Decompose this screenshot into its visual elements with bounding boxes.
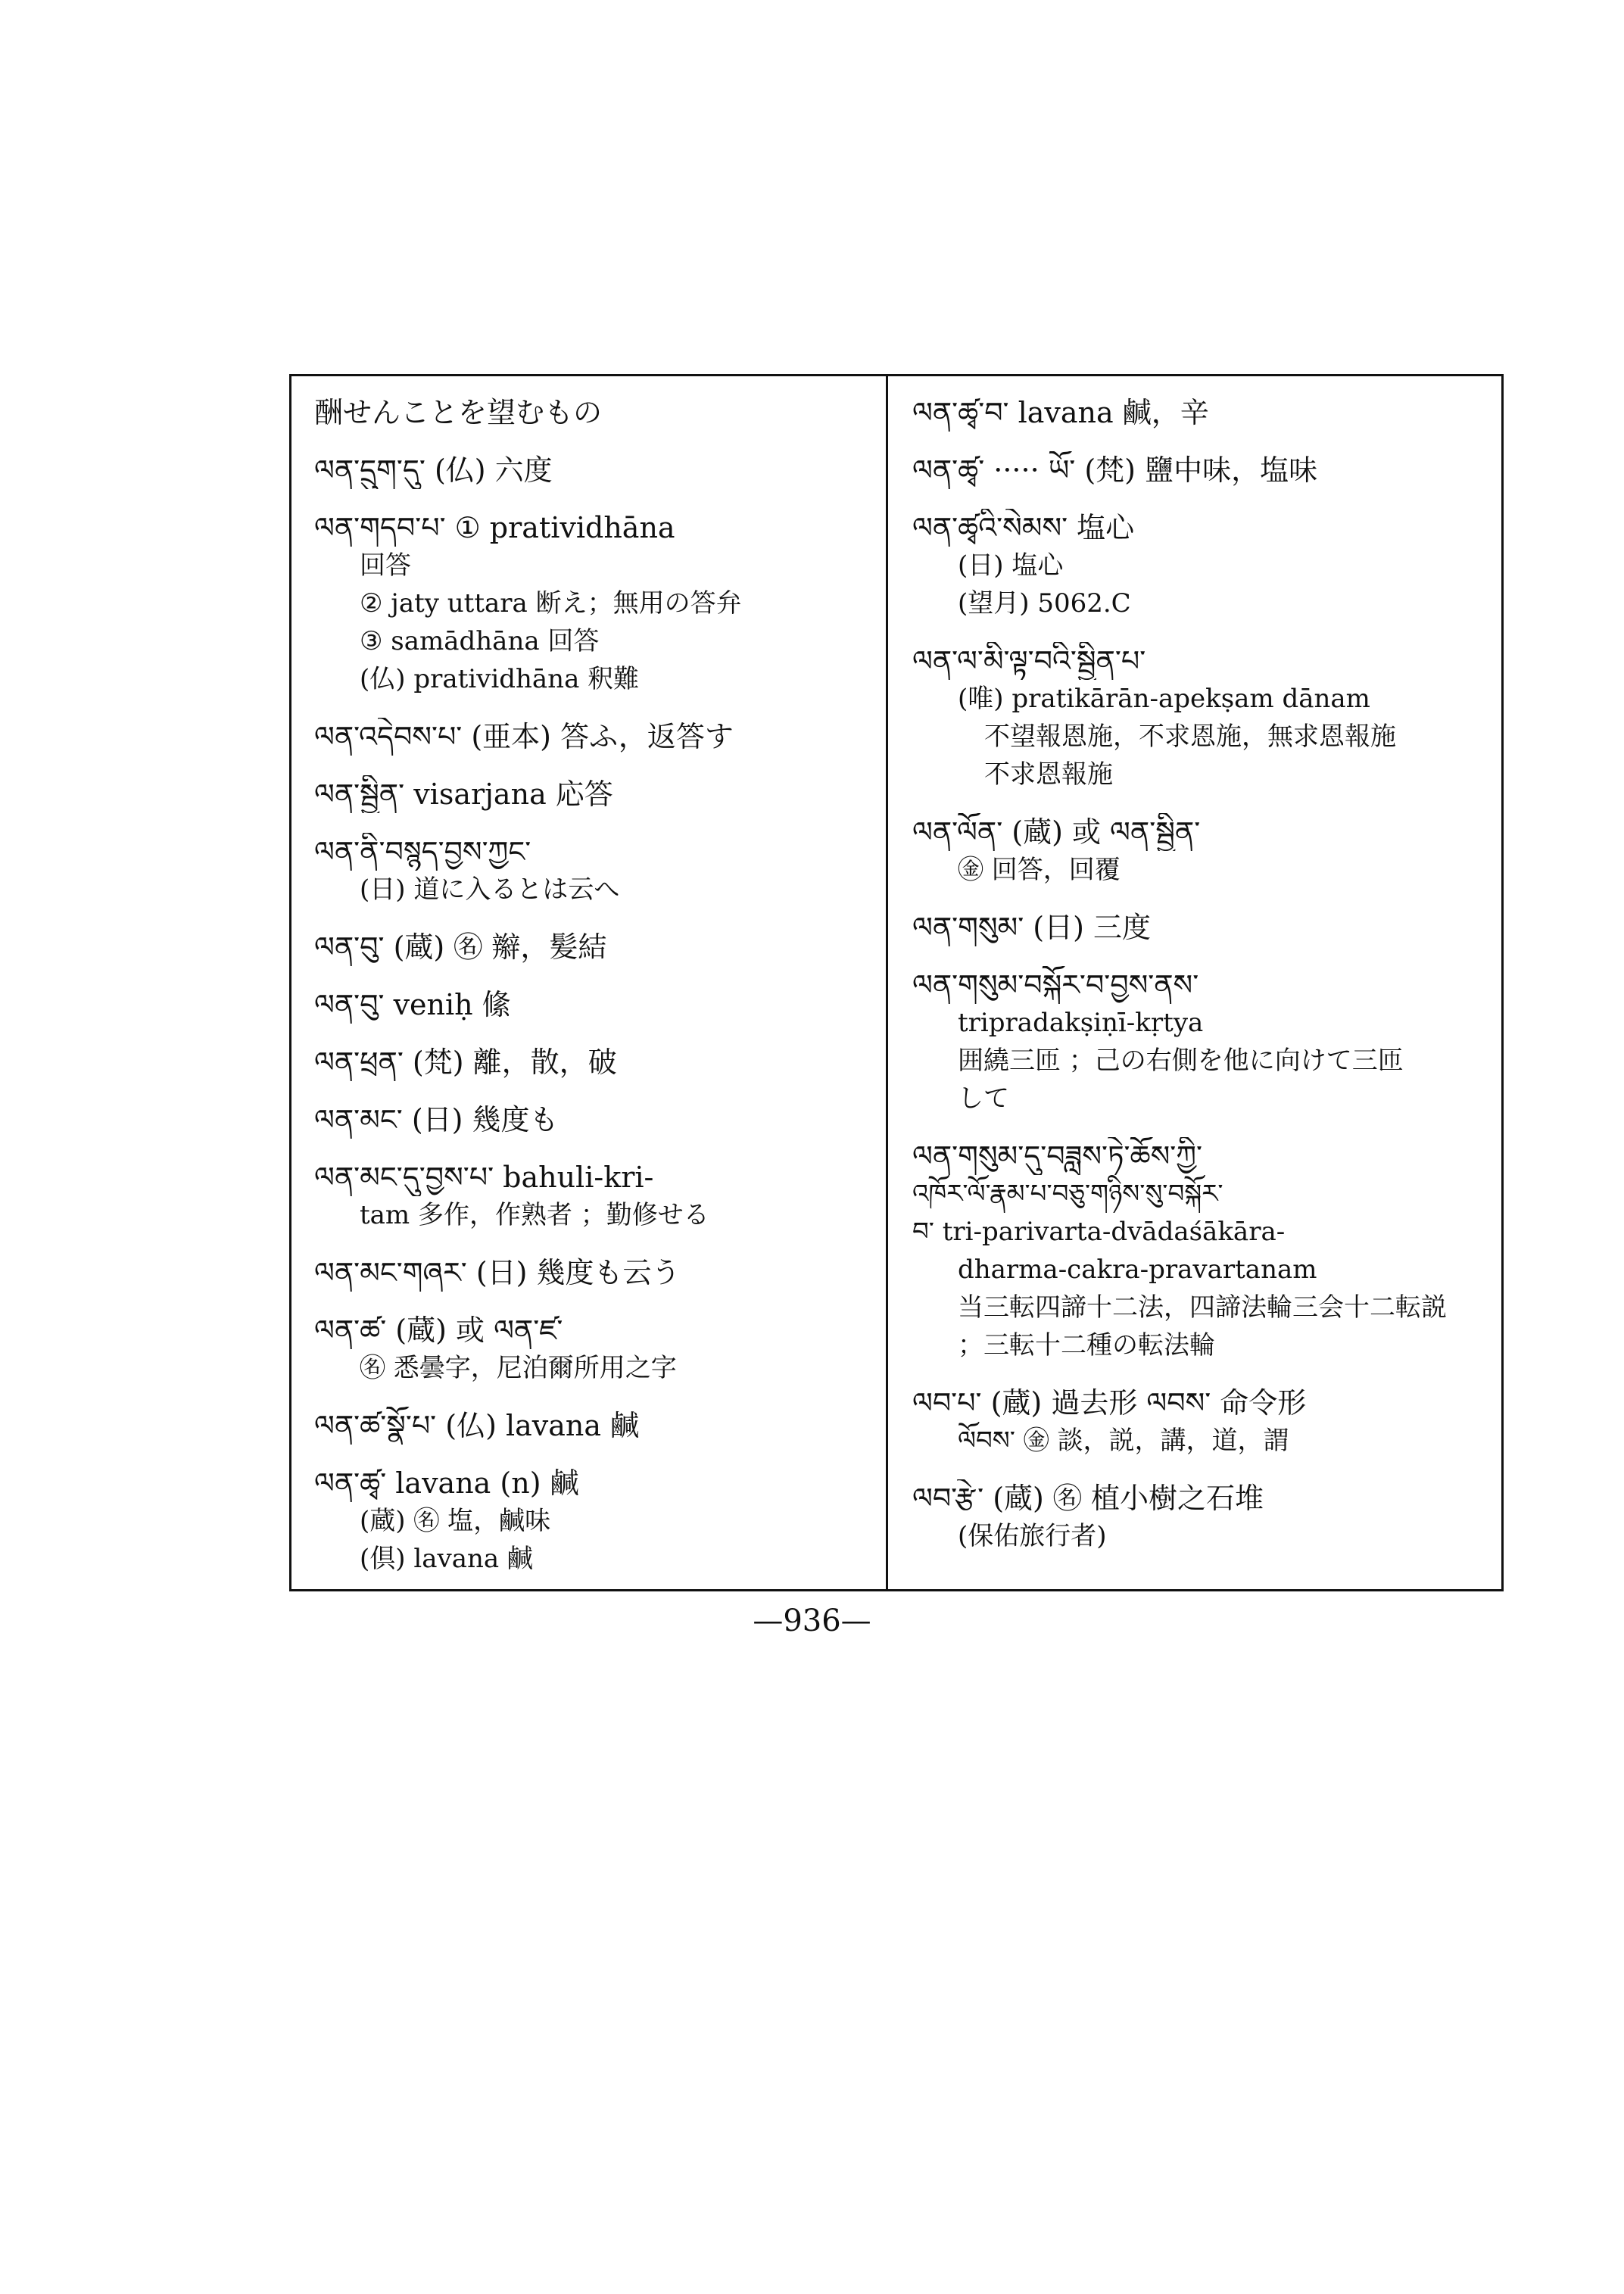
dictionary-entry xyxy=(314,928,882,966)
entry-gloss-line: འཁོར་ལོ་རྣམ་པ་བཅུ་གཉིས་སུ་བསྐོར་ xyxy=(912,1179,1223,1209)
dictionary-entry xyxy=(912,813,1495,889)
entry-headword-line: ལན་གསུམ་བསྐོར་བ་བྱས་ནས་ xyxy=(912,968,1199,1002)
entry-gloss-line: ㊎ 回答，回覆 xyxy=(958,855,1121,885)
dictionary-entry xyxy=(912,1137,1495,1364)
entry-gloss-line: して xyxy=(958,1083,1009,1114)
dictionary-entry xyxy=(314,1158,882,1234)
entry-headword-line: ལན་ཚ་ (蔵) 或 ལན་ཛ་ xyxy=(314,1314,563,1347)
entry-headword-line: ལན་མང་དུ་བྱས་པ་ bahuli-kri- xyxy=(314,1161,654,1194)
dictionary-entry xyxy=(314,1043,882,1081)
entry-gloss-line: 囲繞三匝 ；己の右側を他に向けて三匝 xyxy=(958,1046,1404,1076)
dictionary-entry xyxy=(912,1479,1495,1555)
entry-headword-line: ལན་ཚ་སྣོ་པ་ (仏) lavana 鹹 xyxy=(314,1409,640,1442)
dictionary-entry xyxy=(314,833,882,909)
entry-headword-line: ལབ་རྩེ་ (蔵) ㊔ 植小樹之石堆 xyxy=(912,1482,1264,1515)
entry-gloss-line: 回答 xyxy=(360,550,411,581)
entry-headword-line: 酬せんことを望むもの xyxy=(314,396,603,429)
entry-gloss-line: བ་ tri-parivarta-dvādaśākāra- xyxy=(912,1217,1286,1247)
dictionary-entry xyxy=(912,642,1495,793)
entry-gloss-line: 不求恩報施 xyxy=(984,759,1113,790)
entry-gloss-line: tam 多作，作熟者 ；勤修せる xyxy=(360,1200,709,1230)
dictionary-entry xyxy=(912,394,1495,432)
entry-gloss-line: dharma-cakra-pravartanam xyxy=(958,1255,1317,1285)
entry-headword-line: ལན་ཕྲན་ (梵) 離，散，破 xyxy=(314,1046,617,1079)
dictionary-entry xyxy=(912,1384,1495,1460)
entry-headword-line: ལན་ལོན་ (蔵) 或 ལན་སྦྱིན་ xyxy=(912,815,1201,849)
dictionary-entry xyxy=(314,1311,882,1387)
entry-headword-line: ལན་ཚྭ་བ་ lavana 鹹，辛 xyxy=(912,396,1209,429)
entry-headword-line: ལན་ལ་མི་ལྟ་བའི་སྦྱིན་པ་ xyxy=(912,644,1146,678)
entry-gloss-line: 不望報恩施，不求恩施，無求恩報施 xyxy=(984,722,1396,752)
entry-gloss-line: (望月) 5062.C xyxy=(958,588,1131,619)
entry-gloss-line: ㊔ 悉曇字，尼泊爾所用之字 xyxy=(360,1353,677,1383)
entry-gloss-line: ② jaty uttara 断え；無用の答弁 xyxy=(360,588,742,619)
dictionary-entry xyxy=(314,1101,882,1139)
entry-gloss-line: (蔵) ㊔ 塩，鹹味 xyxy=(360,1506,551,1536)
entry-gloss-line: (日) 塩心 xyxy=(958,550,1064,581)
dictionary-entry xyxy=(314,1254,882,1292)
entry-gloss-line: (倶) lavana 鹹 xyxy=(360,1544,533,1574)
dictionary-entry xyxy=(314,775,882,813)
dictionary-entry xyxy=(314,1407,882,1445)
entry-gloss-line: (唯) pratikārān-apekṣam dānam xyxy=(958,684,1370,714)
entry-headword-line: ལན་བུ་ (蔵) ㊔ 辮，髪結 xyxy=(314,930,607,964)
entry-headword-line: ལན་མང་གཞར་ (日) 幾度も云う xyxy=(314,1256,681,1289)
entry-headword-line: ལན་སྦྱིན་ visarjana 応答 xyxy=(314,778,613,811)
dictionary-entry xyxy=(314,1464,882,1578)
entry-headword-line: ལན་གསུམ་དུ་བཟླས་ཏེ་ཆོས་ཀྱི་ xyxy=(912,1139,1202,1173)
right-column xyxy=(912,394,1495,1575)
entry-headword-line: ལན་དྲུག་དུ་ (仏) 六度 xyxy=(314,454,553,487)
entry-gloss-line: (仏) pratividhāna 釈難 xyxy=(360,664,640,694)
entry-gloss-line: ③ samādhāna 回答 xyxy=(360,626,600,656)
entry-headword-line: ལན་ཚྭ་ ····· ཡོ་ (梵) 鹽中味，塩味 xyxy=(912,454,1318,487)
dictionary-entry xyxy=(314,509,882,698)
entry-headword-line: ལན་གདབ་པ་ ① pratividhāna xyxy=(314,511,675,544)
entry-gloss-line: 当三転四諦十二法，四諦法輪三会十二転説 xyxy=(958,1292,1447,1323)
entry-gloss-line: ལོབས་ ㊎ 談，説，講，道，謂 xyxy=(958,1426,1289,1456)
entry-headword-line: ལན་གསུམ་ (日) 三度 xyxy=(912,911,1152,944)
dictionary-entry xyxy=(912,451,1495,489)
dictionary-entry xyxy=(314,394,882,432)
entry-headword-line: ལན་འདེབས་པ་ (亜本) 答ふ，返答す xyxy=(314,720,734,753)
entry-headword-line: ལན་མང་ (日) 幾度も xyxy=(314,1103,559,1136)
dictionary-entry xyxy=(314,718,882,756)
entry-gloss-line: ；三転十二種の転法輪 xyxy=(958,1330,1215,1361)
dictionary-entry xyxy=(314,986,882,1024)
entry-headword-line: ལན་བུ་ veniḥ 絛 xyxy=(314,988,511,1021)
entry-headword-line: ལན་ཚྭའི་སེམས་ 塩心 xyxy=(912,511,1135,544)
entry-headword-line: ལན་ནི་བསྙད་བྱས་ཀྱང་ xyxy=(314,835,531,868)
dictionary-entry xyxy=(912,909,1495,946)
dictionary-entry xyxy=(912,966,1495,1117)
entry-gloss-line: (日) 道に入るとは云へ xyxy=(360,874,620,905)
entry-gloss-line: tripradakṣiṇī-kṛtya xyxy=(958,1008,1204,1038)
left-column xyxy=(314,394,882,1597)
dictionary-entry xyxy=(912,509,1495,622)
entry-headword-line: ལབ་པ་ (蔵) 過去形 ལབས་ 命令形 xyxy=(912,1386,1307,1420)
page-number: —936— xyxy=(753,1604,871,1638)
entry-gloss-line: (保佑旅行者) xyxy=(958,1521,1107,1551)
entry-headword-line: ལན་ཚྭ་ lavana (n) 鹹 xyxy=(314,1466,579,1500)
column-divider xyxy=(886,374,888,1591)
dictionary-entry xyxy=(314,451,882,489)
